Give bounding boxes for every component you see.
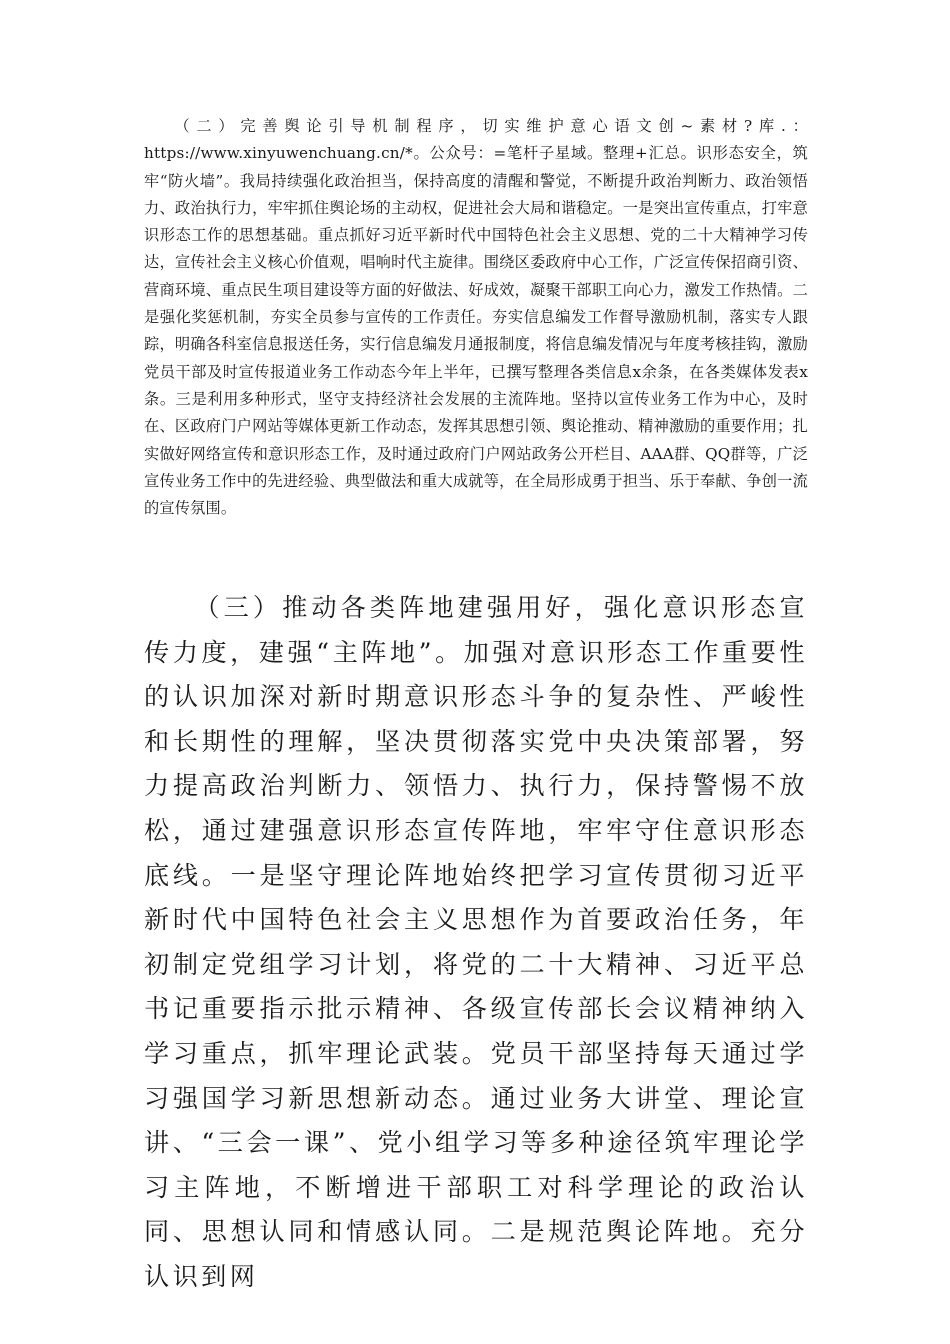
paragraph-section-two: （二）完善舆论引导机制程序，切实维护意心语文创~素材?库.：https://www.xinyuwenchuang.cn/*。公众号：=笔杆子星域。整理+汇总。识形态安全，筑牢“防火墙”。我局持续强化政治担当，保持高度的清醒和警觉，不断提升政治判断力、政治领悟力、政治执行力，牢牢抓住舆论场的主动权，促进社会大局和谐稳定。一是突出宣传重点，打牢意识形态工作的思想基础。重点抓好习近平新时代中国特色社会主义思想、党的二十大精神学习传达，宣传社会主义核心价值观，唱响时代主旋律。围绕区委政府中心工作，广泛宣传保招商引资、营商环境、重点民生项目建设等方面的好做法、好成效，凝聚干部职工向心力，激发工作热情。二是强化奖惩机制，夯实全员参与宣传的工作责任。夯实信息编发工作督导激励机制，落实专人跟踪，明确各科室信息报送任务，实行信息编发月通报制度，将信息编发情况与年度考核挂钩，激励党员干部及时宣传报道业务工作动态今年上半年，已撰写整理各类信息x余条，在各类媒体发表x条。三是利用多种形式，坚守支持经济社会发展的主流阵地。坚持以宣传业务工作为中心，及时在、区政府门户网站等媒体更新工作动态，发挥其思想引领、舆论推动、精神激励的重要作用；扎实做好网络宣传和意识形态工作，及时通过政府门户网站政务公开栏目、AAA群、QQ群等，广泛宣传业务工作中的先进经验、典型做法和重大成就等，在全局形成勇于担当、乐于奉献、争创一流的宣传氛围。 bbox=[144, 117, 808, 518]
paragraph-section-three: （三）推动各类阵地建强用好，强化意识形态宣传力度，建强“主阵地”。加强对意识形态工作重要性的认识加深对新时期意识形态斗争的复杂性、严峻性和长期性的理解，坚决贯彻落实党中央决策部署，努力提高政治判断力、领悟力、执行力，保持警惕不放松，通过建强意识形态宣传阵地，牢牢守住意识形态底线。一是坚守理论阵地始终把学习宣传贯彻习近平新时代中国特色社会主义思想作为首要政治任务，年初制定党组学习计划，将党的二十大精神、习近平总书记重要指示批示精神、各级宣传部长会议精神纳入学习重点，抓牢理论武装。党员干部坚持每天通过学习强国学习新思想新动态。通过业务大讲堂、理论宣讲、“三会一课”、党小组学习等多种途径筑牢理论学习主阵地，不断增进干部职工对科学理论的政治认同、思想认同和情感认同。二是规范舆论阵地。充分认识到网 bbox=[144, 593, 808, 1291]
